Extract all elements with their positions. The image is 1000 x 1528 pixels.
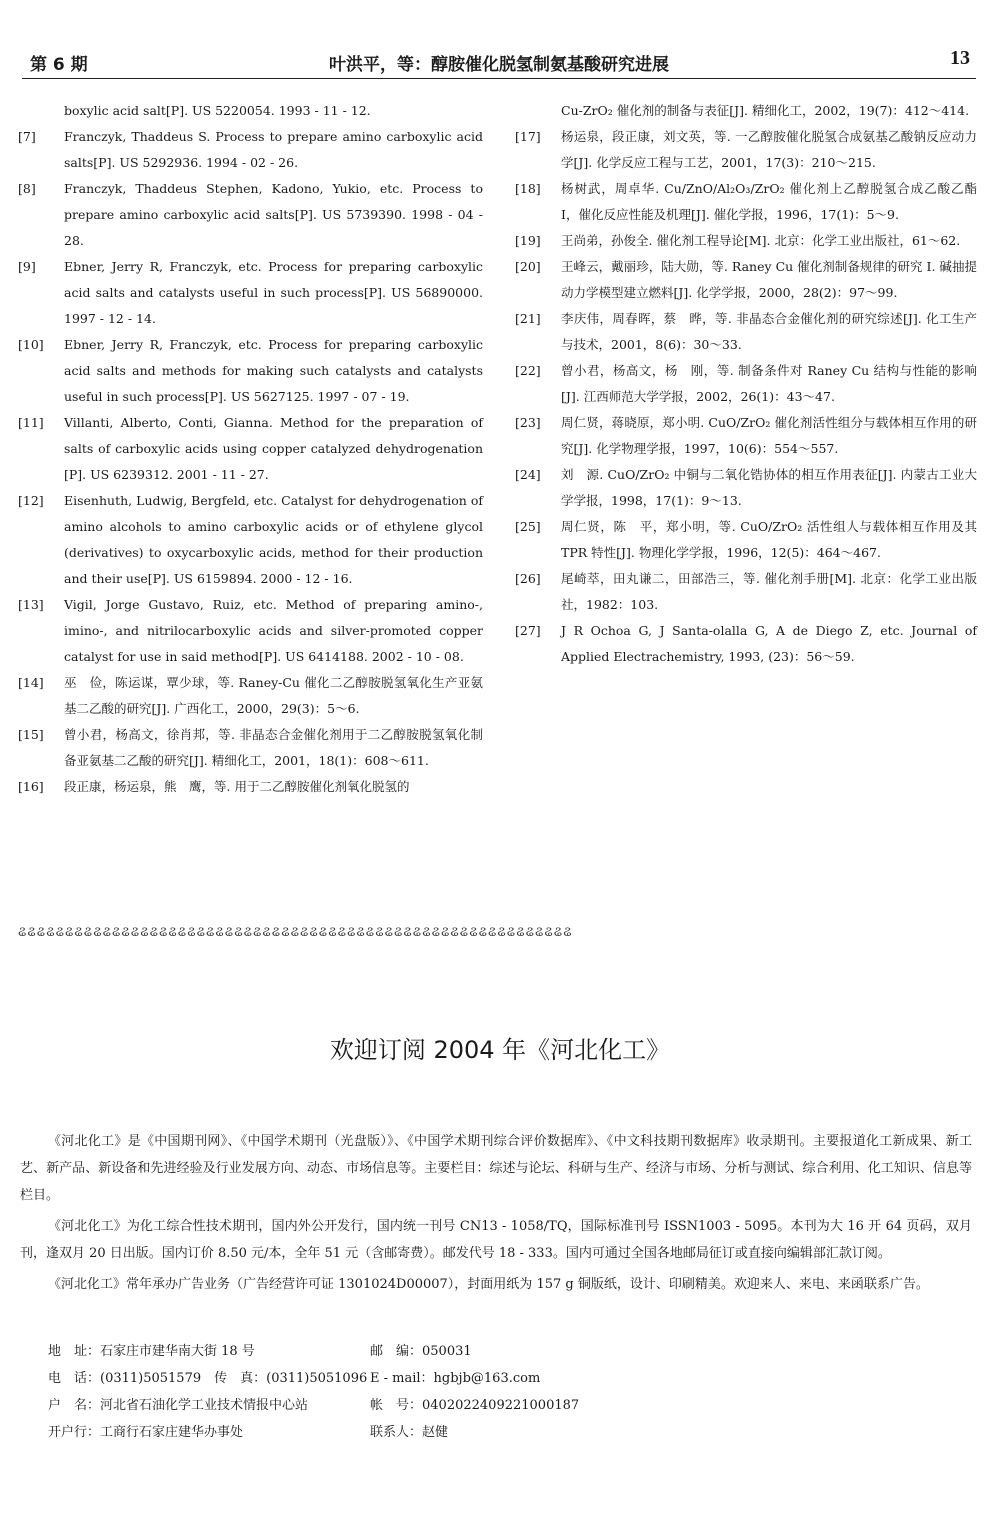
reference-number: [9] (18, 259, 36, 274)
running-header (22, 40, 976, 79)
reference-item (515, 358, 977, 410)
reference-item (18, 254, 483, 332)
reference-number: [13] (18, 597, 44, 612)
reference-item (18, 670, 483, 722)
reference-number: [27] (515, 623, 541, 638)
reference-item (18, 592, 483, 670)
contact-account-name: 户 名：河北省石油化学工业技术情报中心站 (48, 1398, 309, 1413)
reference-number: [17] (515, 129, 541, 144)
reference-text: J R Ochoa G, J Santa-olalla G, A de Diego Z, etc. Journal of Applied Electrachemistry, 1993, (23)：56～59. (561, 623, 977, 664)
reference-item (515, 124, 977, 176)
reference-number: [11] (18, 415, 44, 430)
ad-paragraph: 《河北化工》为化工综合性技术期刊，国内外公开发行，国内统一刊号 CN13 - 1058/TQ，国际标准刊号 ISSN1003 - 5095。本刊为大 16 开 64 页码，双月刊，逢双月 20 日出版。国内订价 8.50 元/本，全年 51 元（含邮寄费）。邮发代号 18 - 333。国内可通过全国各地邮局征订或直接向编辑部汇款订阅。 (20, 1219, 972, 1261)
reference-text: Cu-ZrO₂ 催化剂的制备与表征[J]. 精细化工，2002，19(7)：412～414. (561, 103, 970, 118)
reference-number: [10] (18, 337, 44, 352)
reference-text: 曾小君，杨高文，徐肖邦，等. 非晶态合金催化剂用于二乙醇胺脱氢氧化制备亚氨基二乙酸的研究[J]. 精细化工，2001，18(1)：608～611. (64, 727, 483, 768)
reference-number: [21] (515, 311, 541, 326)
page-number: 13 (950, 47, 970, 69)
reference-item (515, 254, 977, 306)
reference-text: 周仁贤，蒋晓原，郑小明. CuO/ZrO₂ 催化剂活性组分与载体相互作用的研究[J]. 化学物理学报，1997，10(6)：554～557. (561, 415, 977, 456)
reference-number: [14] (18, 675, 44, 690)
ad-paragraph: 《河北化工》是《中国期刊网》、《中国学术期刊（光盘版）》、《中国学术期刊综合评价数据库》、《中文科技期刊数据库》收录期刊。主要报道化工新成果、新工艺、新产品、新设备和先进经验及行业发展方向、动态、市场信息等。主要栏目：综述与论坛、科研与生产、经济与市场、分析与测试、综合利用、化工知识、信息等栏目。 (20, 1134, 972, 1203)
reference-text: 曾小君，杨高文，杨 刚，等. 制备条件对 Raney Cu 结构与性能的影响[J]. 江西师范大学学报，2002，26(1)：43～47. (561, 363, 977, 404)
reference-text: 巫 俭，陈运谋，覃少球，等. Raney-Cu 催化二乙醇胺脱氢氧化生产亚氨基二乙酸的研究[J]. 广西化工，2000，29(3)：5～6. (64, 675, 483, 716)
reference-number: [7] (18, 129, 36, 144)
contact-postcode: 邮 编：050031 (370, 1344, 472, 1359)
reference-item (515, 410, 977, 462)
reference-number: [19] (515, 233, 541, 248)
reference-number: [16] (18, 779, 44, 794)
reference-item (515, 176, 977, 228)
contact-person: 联系人：赵健 (370, 1425, 449, 1440)
contact-account-number: 帐 号：0402022409221000187 (370, 1398, 580, 1413)
reference-text: 杨运泉，段正康，刘文英，等. 一乙醇胺催化脱氢合成氨基乙酸钠反应动力学[J]. 化学反应工程与工艺，2001，17(3)：210～215. (561, 129, 977, 170)
reference-number: [18] (515, 181, 541, 196)
ornamental-divider: ଌଌଌଌଌଌଌଌଌଌଌଌଌଌଌଌଌଌଌଌଌଌଌଌଌଌଌଌଌଌଌଌଌଌଌଌଌଌଌଌଌଌଌଌଌଌଌଌଌଌଌଌଌଌଌଌଌଌଌ (18, 924, 573, 940)
reference-item (18, 124, 483, 176)
reference-item (515, 566, 977, 618)
ad-paragraph: 《河北化工》常年承办广告业务（广告经营许可证 1301024D00007），封面用纸为 157 g 铜版纸，设计、印刷精美。欢迎来人、来电、来函联系广告。 (48, 1277, 929, 1292)
reference-item (515, 228, 977, 254)
reference-text: boxylic acid salt[P]. US 5220054. 1993 - 11 - 12. (64, 103, 371, 118)
reference-text: Franczyk, Thaddeus S. Process to prepare amino carboxylic acid salts[P]. US 5292936. 1994 - 02 - 26. (64, 129, 483, 170)
reference-text: 段正康，杨运泉，熊 鹰，等. 用于二乙醇胺催化剂氧化脱氢的 (64, 779, 410, 794)
reference-text: 刘 源. CuO/ZrO₂ 中铜与二氧化锆协体的相互作用表征[J]. 内蒙古工业大学学报，1998，17(1)：9～13. (561, 467, 977, 508)
reference-text: 周仁贤，陈 平，郑小明，等. CuO/ZrO₂ 活性组人与载体相互作用及其 TPR 特性[J]. 物理化学学报，1996，12(5)：464～467. (561, 519, 977, 560)
reference-number: [15] (18, 727, 44, 742)
reference-text: 李庆伟，周春晖，蔡 晔，等. 非晶态合金催化剂的研究综述[J]. 化工生产与技术，2001，8(6)：30～33. (561, 311, 977, 352)
reference-item (18, 332, 483, 410)
subscription-ad-title: 欢迎订阅 2004 年《河北化工》 (329, 1036, 671, 1064)
reference-item (515, 618, 977, 670)
reference-number: [22] (515, 363, 541, 378)
issue-label: 第 6 期 (30, 55, 88, 75)
contact-bank: 开户行：工商行石家庄建华办事处 (48, 1425, 244, 1440)
reference-text: Eisenhuth, Ludwig, Bergfeld, etc. Catalyst for dehydrogenation of amino alcohols to amino carboxylic acids or of ethylene glycol (derivatives) to oxycarboxylic acids, method for their production and their use[P]. US 6159894. 2000 - 12 - 16. (64, 493, 483, 586)
references-right-column (515, 98, 977, 670)
reference-item (515, 306, 977, 358)
reference-item (18, 774, 483, 800)
reference-item (18, 176, 483, 254)
contact-phone-fax: 电 话：(0311)5051579 传 真：(0311)5051096 (48, 1371, 368, 1386)
reference-text: 王峰云，戴丽珍，陆大勋，等. Raney Cu 催化剂制备规律的研究 I. 碱抽提动力学模型建立燃料[J]. 化学学报，2000，28(2)：97～99. (561, 259, 977, 300)
reference-number: [23] (515, 415, 541, 430)
reference-number: [25] (515, 519, 541, 534)
reference-number: [20] (515, 259, 541, 274)
reference-text: Franczyk, Thaddeus Stephen, Kadono, Yukio, etc. Process to prepare amino carboxylic acid salts[P]. US 5739390. 1998 - 04 - 28. (64, 181, 483, 248)
reference-item (18, 488, 483, 592)
reference-text: 尾崎萃，田丸谦二，田部浩三，等. 催化剂手册[M]. 北京：化学工业出版社，1982：103. (561, 571, 977, 612)
reference-item (515, 462, 977, 514)
reference-number: [12] (18, 493, 44, 508)
reference-text: Villanti, Alberto, Conti, Gianna. Method for the preparation of salts of carboxylic acids using copper catalyzed dehydrogenation [P]. US 6239312. 2001 - 11 - 27. (64, 415, 483, 482)
contact-email: E - mail：hgbjb@163.com (370, 1371, 541, 1386)
reference-text: Ebner, Jerry R, Franczyk, etc. Process for preparing carboxylic acid salts and methods for making such catalysts and catalysts useful in such process[P]. US 5627125. 1997 - 07 - 19. (64, 337, 483, 404)
running-title: 叶洪平，等：醇胺催化脱氢制氨基酸研究进展 (329, 55, 669, 75)
subscription-ad-body (20, 1128, 972, 1302)
reference-item (18, 98, 483, 124)
reference-number: [8] (18, 181, 36, 196)
reference-item (18, 722, 483, 774)
reference-text: Vigil, Jorge Gustavo, Ruiz, etc. Method of preparing amino-, imino-, and nitrilocarboxylic acids and silver-promoted copper catalyst for use in said method[P]. US 6414188. 2002 - 10 - 08. (64, 597, 483, 664)
references-left-column (18, 98, 483, 800)
contact-address: 地 址：石家庄市建华南大街 18 号 (48, 1344, 255, 1359)
reference-text: 王尚弟，孙俊全. 催化剂工程导论[M]. 北京：化学工业出版社，61～62. (561, 233, 961, 248)
reference-item (515, 514, 977, 566)
reference-text: Ebner, Jerry R, Franczyk, etc. Process for preparing carboxylic acid salts and catalysts useful in such process[P]. US 56890000. 1997 - 12 - 14. (64, 259, 483, 326)
reference-item (515, 98, 977, 124)
reference-text: 杨树武，周卓华. Cu/ZnO/Al₂O₃/ZrO₂ 催化剂上乙醇脱氢合成乙酸乙酯 I，催化反应性能及机理[J]. 催化学报，1996，17(1)：5～9. (561, 181, 977, 222)
reference-number: [24] (515, 467, 541, 482)
reference-number: [26] (515, 571, 541, 586)
reference-item (18, 410, 483, 488)
